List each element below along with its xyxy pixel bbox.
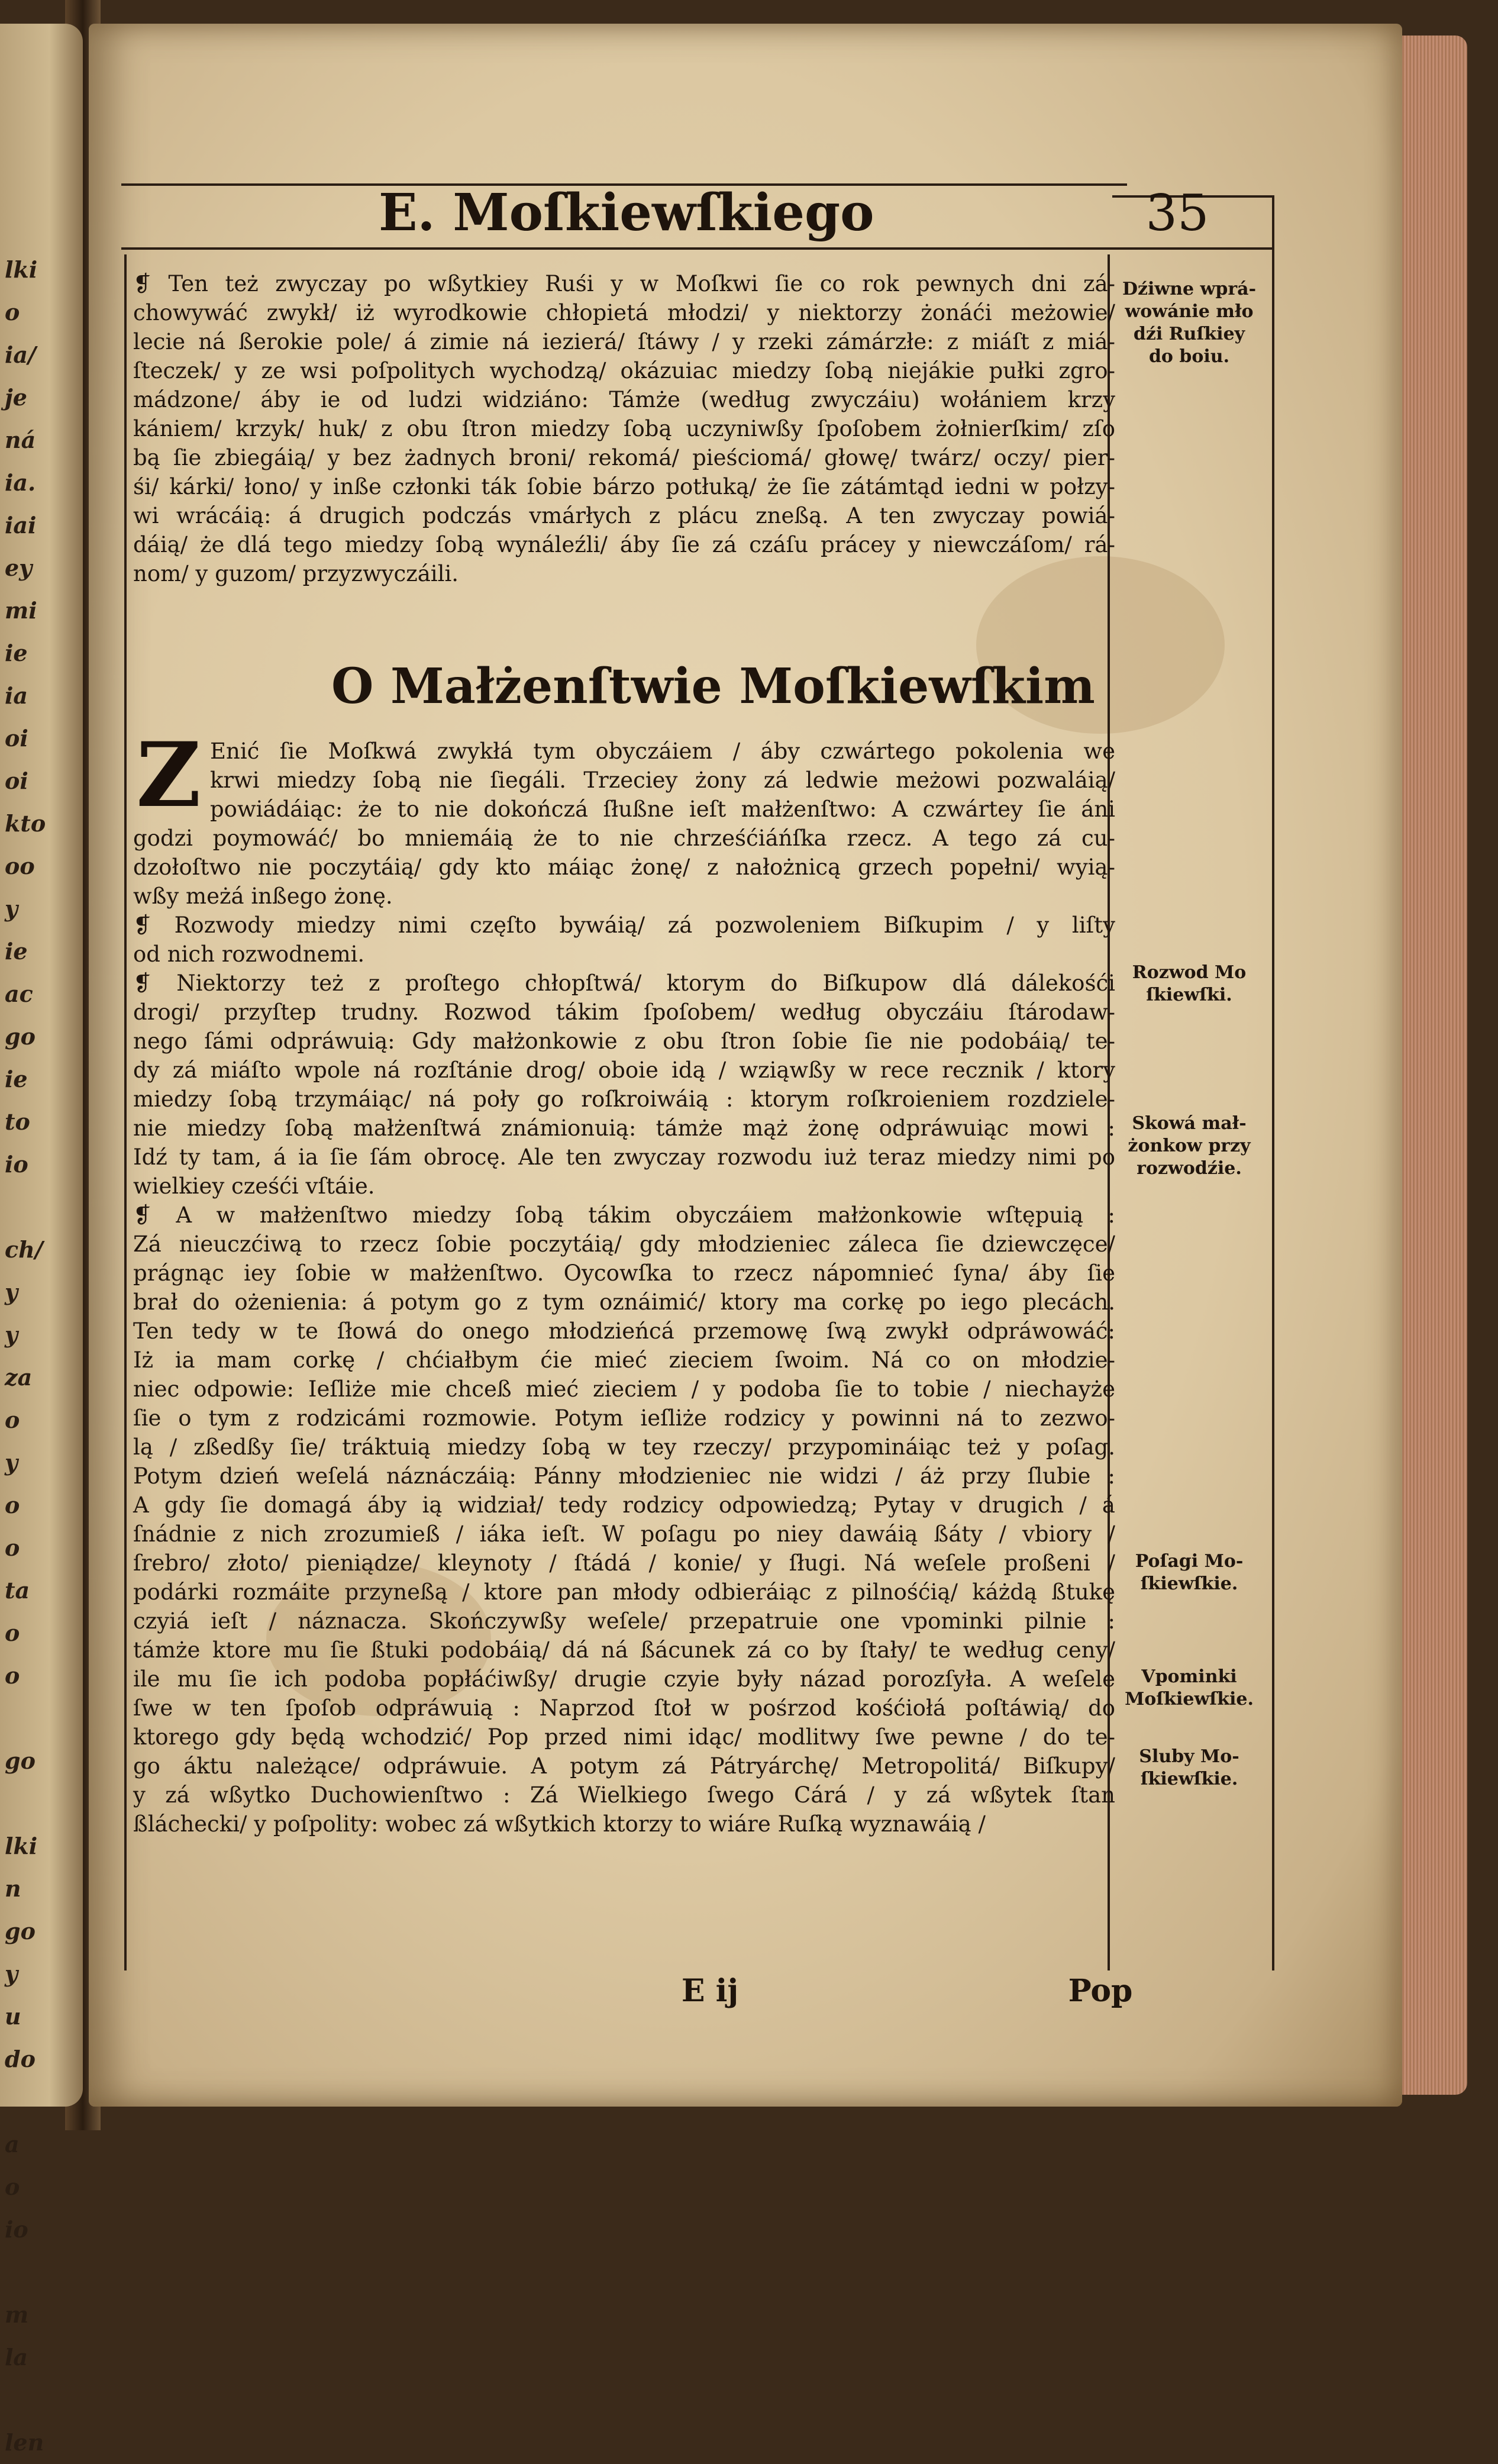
text-line: krwi miedzy ſobą nie ſiegáli. Trzeciey żony zá ledwie meżowi pozwaláią/ — [210, 767, 1115, 793]
text-line: ktorego gdy będą wchodzić/ Pop przed nimi idąc/ modlitwy ſwe pewne / do te- — [133, 1724, 1115, 1750]
text-line: Potym dzień weſelá náznáczáią: Pánny młodzieniec nie widzi / áż przy ſlubie : — [133, 1463, 1115, 1489]
text-line: wielkiey cześći vſtáie. — [133, 1173, 375, 1199]
left-frame-rule — [124, 254, 127, 1970]
previous-page-fragment: lki — [5, 1833, 38, 1859]
text-line: wi wrácáią: á drugich podczás vmárłych z plácu zneßą. A ten zwyczay powiá- — [133, 503, 1115, 528]
previous-page-fragment — [5, 2251, 76, 2294]
previous-page-fragment: ac — [5, 981, 33, 1007]
page-number: 35 — [1145, 184, 1209, 242]
margin-note — [1112, 1112, 1266, 1180]
previous-page-fragment: o — [5, 299, 20, 325]
margin-note — [1112, 962, 1266, 1007]
margin-note-line: ſkiewſkie. — [1140, 1573, 1238, 1594]
previous-page-fragment: ia. — [5, 469, 36, 496]
text-line: ile mu ſie ich podoba popłáćiwßy/ drugie czyie były názad porozſyła. A weſele — [133, 1666, 1115, 1692]
previous-page-fragment: o — [5, 2173, 20, 2200]
previous-page-fragment: do — [5, 2046, 35, 2072]
margin-note-line: wowánie mło — [1125, 301, 1254, 322]
margin-note — [1112, 1746, 1266, 1791]
margin-note — [1112, 1666, 1266, 1711]
previous-page-fragment: la — [5, 2344, 28, 2371]
text-line: wßy meżá inßego żonę. — [133, 883, 393, 909]
previous-page-fragment: o — [5, 1534, 20, 1561]
previous-page-fragment: oi — [5, 767, 28, 794]
previous-page-fragment: a — [5, 2131, 20, 2157]
previous-page-fragment: y — [5, 1279, 18, 1305]
catchword: Pop — [1068, 1973, 1133, 2009]
text-line: Zá nieuczćiwą to rzecz ſobie poczytáią/ gdy młodzieniec záleca ſie dziewczęce/ — [133, 1231, 1115, 1257]
previous-page-fragment: u — [5, 2003, 21, 2030]
text-line: ßláchecki/ y poſpolity: wobec zá wßytkich ktorzy to wiáre Ruſką wyznawáią / — [133, 1811, 986, 1837]
previous-page-fragment: go — [5, 1747, 35, 1774]
previous-page-fragment: ia — [5, 682, 28, 709]
margin-note-line: Vpominki — [1141, 1666, 1237, 1687]
drop-initial: Z — [136, 723, 201, 827]
previous-page-fragment: io — [5, 1151, 28, 1178]
previous-page-fragment: mi — [5, 597, 37, 624]
page-block-edges — [1396, 36, 1467, 2095]
margin-note-line: ſkiewſki. — [1146, 985, 1232, 1005]
text-line: ſwe w ten ſpoſob odpráwuią : Naprzod ſtoł w pośrzod kośćiołá poſtáwią/ do — [133, 1695, 1115, 1721]
text-line: ſnádnie z nich zrozumieß / iáka ieſt. W poſagu po niey dawáią ßáty / vbiory / — [133, 1521, 1115, 1547]
text-line: bą ſie zbiegáią/ y bez żadnych broni/ rekomá/ pieściomá/ głowę/ twárz/ oczy/ pier- — [133, 445, 1115, 470]
previous-page-fragment: ia/ — [5, 341, 36, 368]
previous-page-fragment: ch/ — [5, 1236, 43, 1263]
paragraph-1 — [133, 269, 1115, 588]
margin-note-line: rozwodźie. — [1137, 1158, 1242, 1179]
previous-page-fragment: za — [5, 1364, 33, 1391]
text-line: brał do ożenienia: á potym go z tym oznáimić/ ktory ma corkę po iego plecách. — [133, 1289, 1115, 1315]
text-line: podárki rozmáite przyneßą / ktore pan młody odbieráiąc z pilnośćią/ káżdą ßtukę — [133, 1579, 1115, 1605]
previous-page-fragment: y — [5, 1449, 18, 1476]
text-line: Enić ſie Moſkwá zwykłá tym obyczáiem / áby czwártego pokolenia we — [210, 738, 1115, 764]
text-line: Ten tedy w te ſłowá do onego młodzieńcá przemowę ſwą zwykł odpráwowáć: — [133, 1318, 1115, 1344]
margin-note-line: Rozwod Mo — [1132, 962, 1247, 983]
previous-page-fragments — [5, 249, 76, 2464]
previous-page-fragment: go — [5, 1918, 35, 1944]
previous-page-fragment: o — [5, 1662, 20, 1689]
previous-page-edge — [0, 24, 83, 2456]
previous-page-fragment: je — [5, 384, 27, 411]
previous-page-fragment: y — [5, 895, 18, 922]
previous-page-fragment: ie — [5, 938, 28, 965]
previous-page-fragment — [5, 2081, 76, 2123]
previous-page-fragment: o — [5, 1492, 20, 1518]
text-line: Iż ia mam corkę / chćiałbym ćie mieć zieciem ſwoim. Ná co on młodzie- — [133, 1347, 1115, 1373]
text-line: nom/ y guzom/ przyzwyczáili. — [133, 561, 459, 586]
previous-page-fragment: y — [5, 1960, 18, 1987]
text-line: ❡ Rozwody miedzy nimi częſto bywáią/ zá pozwoleniem Biſkupim / y liſty — [133, 912, 1115, 938]
text-line: śi/ kárki/ łono/ y inße członki ták ſobie bárzo potłuką/ że ſie zátámtąd iedni w połzy- — [133, 474, 1115, 499]
text-line: támże ktore mu ſie ßtuki podobáią/ dá ná ßácunek zá co by ſtały/ te według ceny/ — [133, 1637, 1115, 1663]
text-line: ſrebro/ złoto/ pieniądze/ kleynoty / ſtádá / konie/ y ſługi. Ná weſele proßeni / — [133, 1550, 1115, 1576]
previous-page-fragment: oi — [5, 725, 28, 752]
previous-page-fragment: io — [5, 2216, 28, 2243]
margin-note-line: dźi Ruſkiey — [1133, 324, 1245, 344]
previous-page-fragment: kto — [5, 810, 46, 837]
text-line: lecie ná ßerokie pole/ á zimie ná iezierá/ ſtáwy / y rzeki zámárzłe: z miáſt z miá- — [133, 329, 1115, 354]
previous-page-fragment — [5, 1782, 76, 1825]
margin-note-line: Dźiwne wprá- — [1122, 279, 1257, 299]
margin-note — [1112, 1550, 1266, 1595]
previous-page-fragment: o — [5, 1407, 20, 1433]
text-line: dy zá miáſto wpole ná rozſtánie drog/ oboie idą / wziąwßy w rece recznik / ktory — [133, 1057, 1115, 1083]
margin-note-line: ſkiewſkie. — [1140, 1769, 1238, 1789]
previous-page-fragment: lki — [5, 256, 38, 283]
text-line: ❡ A w małżenſtwo miedzy ſobą tákim obyczáiem małżonkowie wſtępuią : — [133, 1202, 1115, 1228]
previous-page-fragment: m — [5, 2301, 29, 2328]
margin-note-line: żonkow przy — [1128, 1136, 1251, 1156]
text-line: dzołoſtwo nie poczytáią/ gdy kto máiąc żonę/ z nałożnicą grzech popełni/ wyią- — [133, 854, 1115, 880]
text-line: y zá wßytko Duchowienſtwo : Zá Wielkiego ſwego Cárá / y zá wßytek ſtan — [133, 1782, 1115, 1808]
margin-note-line: Skowá mał- — [1132, 1113, 1247, 1134]
previous-page-fragment: oo — [5, 853, 35, 879]
text-line: prágnąc iey ſobie w małżenſtwo. Oycowſka to rzecz nápomnieć ſyna/ áby ſie — [133, 1260, 1115, 1286]
previous-page-fragment: ná — [5, 427, 36, 453]
text-line: ❡ Ten też zwyczay po wßytkiey Ruśi y w Moſkwi ſie co rok pewnych dni zá- — [133, 271, 1115, 296]
previous-page-fragment: ta — [5, 1577, 30, 1604]
text-line: kániem/ krzyk/ huk/ z obu ſtron miedzy ſobą uczyniwßy ſpoſobem żołnierſkim/ zſo — [133, 416, 1115, 441]
text-line: dáią/ że dlá tego miedzy ſobą wynáleźli/ áby ſie zá czáſu prácey y niewczáſom/ rá- — [133, 532, 1115, 557]
margin-note — [1112, 278, 1266, 368]
previous-page-fragment: to — [5, 1108, 30, 1135]
text-line: czyiá ieſt / náznacza. Skończywßy weſele/ przepatruie one vpominki pilnie : — [133, 1608, 1115, 1634]
text-line: powiádáiąc: że to nie dokończá ſłußne ieſt małżenſtwo: A czwártey ſie áni — [210, 796, 1115, 822]
margin-note-line: do boiu. — [1148, 346, 1230, 367]
text-line: lą / zßedßy ſie/ tráktuią miedzy ſobą w tey rzeczy/ przypomináiąc też y poſag. — [133, 1434, 1115, 1460]
text-line: godzi poymowáć/ bo mniemáią że to nie chrześćiáńſka rzecz. A tego zá cu- — [133, 825, 1115, 851]
text-line: nego ſámi odpráwuią: Gdy małżonkowie z obu ſtron ſobie ſie nie podobáią/ te- — [133, 1028, 1115, 1054]
text-line: mádzone/ áby ie od ludzi widziáno: Támże (według zwyczáiu) wołániem krzy — [133, 387, 1115, 412]
previous-page-fragment: o — [5, 1620, 20, 1646]
text-line: drogi/ przyſtep trudny. Rozwod tákim ſpoſobem/ według obyczáiu ſtárodaw- — [133, 999, 1115, 1025]
right-frame-rule — [1272, 195, 1274, 1970]
text-line: nie miedzy ſobą małżenſtwá známionuią: támże mąż żonę odpráwuiąc mowi : — [133, 1115, 1115, 1141]
margin-note-line: Poſagi Mo- — [1135, 1551, 1244, 1572]
paragraph-2 — [133, 737, 1115, 1839]
text-line: chowywáć zwykł/ iż wyrodkowie chłopietá młodzi/ y niektorzy żonáći meżowie/ — [133, 300, 1115, 325]
text-line: od nich rozwodnemi. — [133, 941, 365, 967]
previous-page-fragment: go — [5, 1023, 35, 1050]
previous-page-fragment: ey — [5, 554, 33, 581]
previous-page-fragment: len — [5, 2429, 44, 2456]
text-line: ſie o tym z rodzicámi rozmowie. Potym ieſliże rodzicy y powinni ná to zezwo- — [133, 1405, 1115, 1431]
running-title: E. Moſkiewſkiego — [379, 183, 874, 243]
previous-page-fragment — [5, 1697, 76, 1740]
previous-page-fragment: iai — [5, 512, 37, 538]
previous-page-fragment — [5, 1186, 76, 1228]
text-line: ❡ Niektorzy też z proſtego chłopſtwá/ ktorym do Biſkupow dlá dálekośći — [133, 970, 1115, 996]
previous-page-fragment — [5, 2379, 76, 2421]
section-heading: O Małżenſtwie Moſkiewſkim — [331, 658, 1095, 715]
text-line: go áktu należące/ odpráwuie. A potym zá Pátryárchę/ Metropolitá/ Biſkupy/ — [133, 1753, 1115, 1779]
previous-page-fragment: ie — [5, 640, 28, 666]
previous-page-fragment: y — [5, 1321, 18, 1348]
signature-mark: E ij — [681, 1973, 739, 2009]
margin-note-line: Sluby Mo- — [1139, 1746, 1239, 1767]
text-line: Idź ty tam, á ia ſie ſám obrocę. Ale ten zwyczay rozwodu iuż teraz miedzy nimi po — [133, 1144, 1115, 1170]
text-line: ſteczek/ y ze wsi poſpolitych wychodzą/ okázuiac miedzy ſobą niejákie pułki zgro- — [133, 358, 1115, 383]
text-line: A gdy ſie domagá áby ią widział/ tedy rodzicy odpowiedzą; Pytay v drugich / á — [133, 1492, 1115, 1518]
previous-page-fragment: n — [5, 1875, 21, 1902]
margin-note-line: Moſkiewſkie. — [1125, 1689, 1254, 1710]
text-line: miedzy ſobą trzymáiąc/ ná poły go roſkroiwáią : ktorym roſkroieniem rozdziele- — [133, 1086, 1115, 1112]
text-line: niec odpowie: Ieſliże mie chceß mieć zieciem / y podoba ſie to tobie / niechayże — [133, 1376, 1115, 1402]
previous-page-fragment: ie — [5, 1066, 28, 1092]
